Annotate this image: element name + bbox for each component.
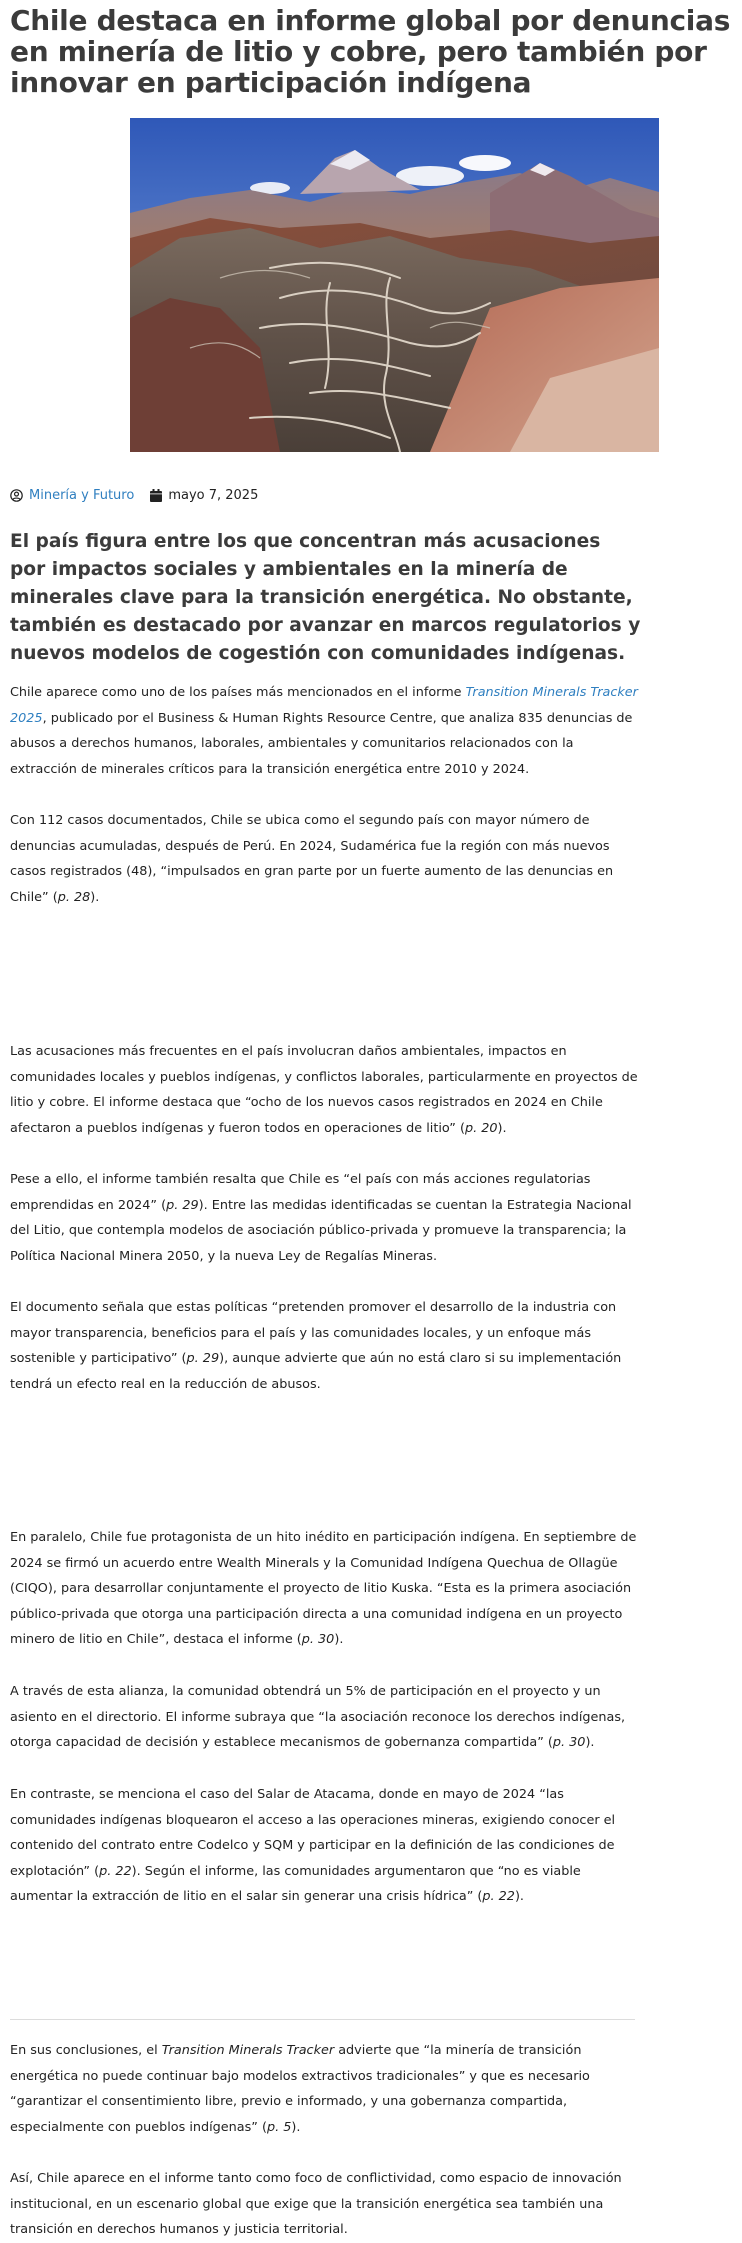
paragraph-2: Con 112 casos documentados, Chile se ubica como el segundo país con mayor número de denuncias acumuladas, después de Perú. En 2024, Sudamérica fue la región con más nuevos casos registrados (48), “impulsados en gran parte por un fuerte aumento de las denuncias en Chile” (p. 28).	[10, 813, 614, 905]
publish-date: mayo 7, 2025	[168, 487, 259, 503]
paragraph-5: El documento señala que estas políticas “pretenden promover el desarrollo de la industria con mayor transparencia, beneficios para el país y las comunidades locales, y un enfoque más sostenible y participativo” (p. 29), aunque advierte que aún no está claro si su implementación tendrá un efecto real en la reducción de abusos.	[10, 1300, 622, 1392]
article-title: Chile destaca en informe global por denuncias en minería de litio y cobre, pero también por innovar en participación indígena	[10, 4, 731, 99]
paragraph-7: A través de esta alianza, la comunidad obtendrá un 5% de participación en el proyecto y un asiento en el directorio. El informe subraya que “la asociación reconoce los derechos indígenas, otorga capacidad de decisión y establece mecanismos de gobernanza compartida” (p. 30).	[10, 1684, 626, 1751]
paragraph-9: En sus conclusiones, el Transition Minerals Tracker advierte que “la minería de transición energética no puede continuar bajo modelos extractivos tradicionales” y que es necesario “garantizar el consentimiento libre, previo e informado, y una gobernanza compartida, especialmente con pueblos indígenas” (p. 5).	[10, 2043, 590, 2135]
article-meta	[10, 485, 258, 505]
hero-image-mining-landscape	[130, 118, 659, 452]
paragraph-6: En paralelo, Chile fue protagonista de un hito inédito en participación indígena. En septiembre de 2024 se firmó un acuerdo entre Wealth Minerals y la Comunidad Indígena Quechua de Ollagüe (CIQO), para desarrollar conjuntamente el proyecto de litio Kuska. “Esta es la primera asociación público-privada que otorga una participación directa a una comunidad indígena en un proyecto minero de litio en Chile”, destaca el informe (p. 30).	[10, 1530, 637, 1648]
report-link[interactable]: Transition Minerals Tracker 2025	[10, 685, 638, 726]
paragraph-10: Así, Chile aparece en el informe tanto como foco de conflictividad, como espacio de innovación institucional, en un escenario global que exige que la transición energética sea también una transición en derechos humanos y justicia territorial.	[10, 2171, 622, 2238]
section-divider	[10, 2019, 635, 2020]
paragraph-3: Las acusaciones más frecuentes en el país involucran daños ambientales, impactos en comunidades locales y pueblos indígenas, y conflictos laborales, particularmente en proyectos de litio y cobre. El informe destaca que “ocho de los nuevos casos registrados en 2024 en Chile afectaron a pueblos indígenas y fueron todos en operaciones de litio” (p. 20).	[10, 1044, 638, 1136]
paragraph-1: Chile aparece como uno de los países más mencionados en el informe Transition Minerals Tracker 2025, publicado por el Business & Human Rights Resource Centre, que analiza 835 denuncias de abusos a derechos humanos, laborales, ambientales y comunitarios relacionados con la extracción de minerales críticos para la transición energética entre 2010 y 2024.	[10, 685, 638, 777]
paragraph-4: Pese a ello, el informe también resalta que Chile es “el país con más acciones regulatorias emprendidas en 2024” (p. 29). Entre las medidas identificadas se cuentan la Estrategia Nacional del Litio, que contempla modelos de asociación público-privada y promueve la transparencia; la Política Nacional Minera 2050, y la nueva Ley de Regalías Mineras.	[10, 1172, 632, 1264]
article-lead: El país figura entre los que concentran más acusaciones por impactos sociales y ambientales en la minería de minerales clave para la transición energética. No obstante, también es destacado por avanzar en marcos regulatorios y nuevos modelos de cogestión con comunidades indígenas.	[10, 531, 641, 664]
paragraph-8: En contraste, se menciona el caso del Salar de Atacama, donde en mayo de 2024 “las comunidades indígenas bloquearon el acceso a las operaciones mineras, exigiendo conocer el contenido del contrato entre Codelco y SQM y participar en la definición de las condiciones de explotación” (p. 22). Según el informe, las comunidades argumentaron que “no es viable aumentar la extracción de litio en el salar sin generar una crisis hídrica” (p. 22).	[10, 1787, 616, 1905]
user-circle-icon	[10, 489, 23, 502]
author-link[interactable]: Minería y Futuro	[29, 487, 135, 503]
calendar-icon	[150, 489, 162, 502]
